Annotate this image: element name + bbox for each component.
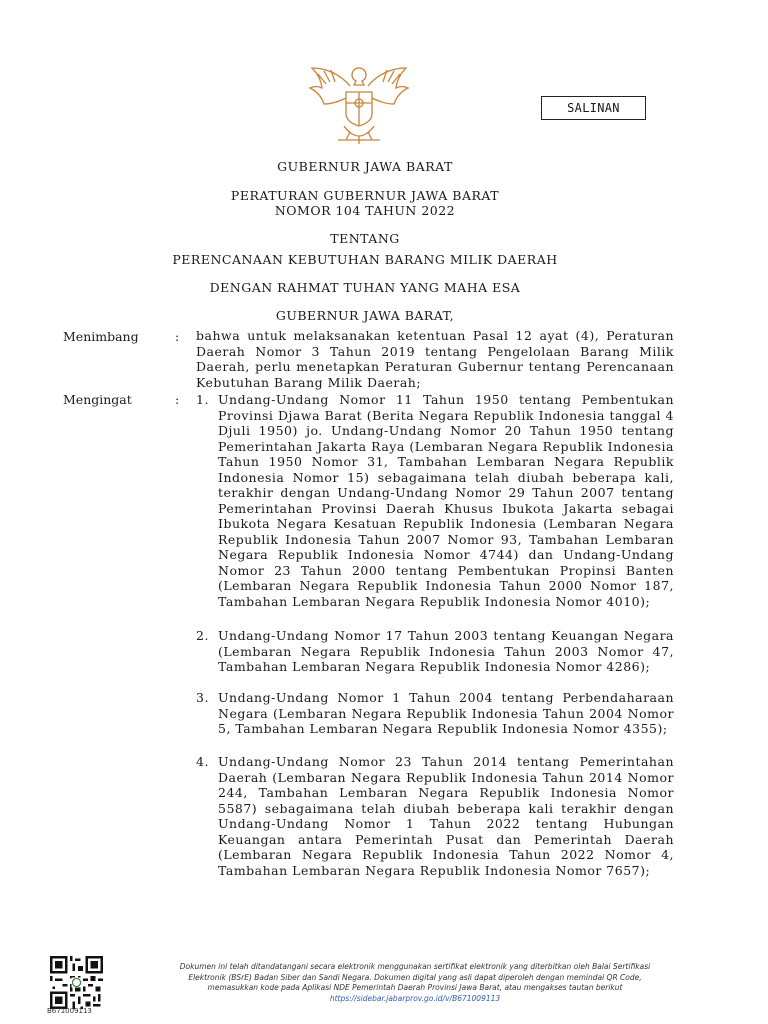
e-signature-notice (130, 962, 700, 1004)
governor-line: GUBERNUR JAWA BARAT, (275, 308, 455, 323)
mengingat-colon: : (175, 392, 180, 407)
mengingat-item-3-text: Undang-Undang Nomor 1 Tahun 2004 tentang Perbendaharaan Negara (Lembaran Negara Republik Indonesia Tahun 2004 Nomor 5, Tambahan Lembaran Negara Republik Indonesia Nomor 4355); (218, 690, 674, 736)
qr-code-icon[interactable] (50, 956, 103, 1009)
verification-link[interactable]: https://sidebar.jabarprov.go.id/v/B671009113 (329, 993, 501, 1003)
mengingat-item-4-number: 4. (196, 754, 209, 769)
regulation-title: PERATURAN GUBERNUR JAWA BARAT (230, 188, 500, 203)
mengingat-item-4-text: Undang-Undang Nomor 23 Tahun 2014 tentang Pemerintahan Daerah (Lembaran Negara Republik Indonesia Tahun 2014 Nomor 244, Tambahan Lembaran Negara Republik Indonesia Nomor 5587) sebagaimana telah diubah beberapa kali terakhir dengan Undang-Undang Nomor 1 Tahun 2022 tentang Hubungan Keuangan antara Pemerintah Pusat dan Pemerintah Daerah (Lembaran Negara Republik Indonesia Tahun 2022 Nomor 4, Tambahan Lembaran Negara Republik Indonesia Nomor 7657); (218, 754, 674, 878)
notice-line-1: Dokumen ini telah ditandatangani secara elektronik menggunakan sertifikat elektronik yang diterbitkan oleh Balai Sertifikasi (179, 962, 651, 971)
mengingat-item-1-number: 1. (196, 392, 209, 407)
regulation-subject: PERENCANAAN KEBUTUHAN BARANG MILIK DAERAH (172, 252, 558, 267)
notice-line-3: memasukkan kode pada Aplikasi NDE Pemerintah Daerah Provinsi Jawa Barat, atau mengakses tautan berikut (207, 983, 623, 992)
mengingat-item-3-number: 3. (196, 690, 209, 705)
menimbang-colon: : (175, 329, 180, 344)
mengingat-item-2-text: Undang-Undang Nomor 17 Tahun 2003 tentang Keuangan Negara (Lembaran Negara Republik Indonesia Tahun 2003 Nomor 47, Tambahan Lembaran Negara Republik Indonesia Nomor 4286); (218, 628, 674, 674)
document-code: B671009113 (47, 1007, 92, 1015)
garuda-emblem-icon (304, 62, 414, 148)
issuer-heading: GUBERNUR JAWA BARAT (277, 159, 453, 174)
regulation-number: NOMOR 104 TAHUN 2022 (274, 203, 456, 218)
menimbang-label: Menimbang (63, 329, 139, 344)
menimbang-text: bahwa untuk melaksanakan ketentuan Pasal 12 ayat (4), Peraturan Daerah Nomor 3 Tahun 2019 tentang Pengelolaan Barang Milik Daerah, perlu menetapkan Peraturan Gubernur tentang Perencanaan Kebutuhan Barang Milik Daerah; (196, 328, 674, 390)
notice-line-2: Elektronik (BSrE) Badan Siber dan Sandi Negara. Dokumen digital yang asli dapat diperoleh dengan memindai QR Code, (188, 972, 642, 982)
salinan-stamp: SALINAN (541, 96, 646, 120)
mengingat-item-1-text: Undang-Undang Nomor 11 Tahun 1950 tentang Pembentukan Provinsi Djawa Barat (Berita Negara Republik Indonesia tanggal 4 Djuli 1950) jo. Undang-Undang Nomor 20 Tahun 1950 tentang Pemerintahan Jakarta Raya (Lembaran Negara Republik Indonesia Tahun 1950 Nomor 31, Tambahan Lembaran Negara Republik Indonesia Nomor 15) sebagaimana telah diubah beberapa kali, terakhir dengan Undang-Undang Nomor 29 Tahun 2007 tentang Pemerintahan Provinsi Daerah Khusus Ibukota Jakarta sebagai Ibukota Negara Kesatuan Republik Indonesia (Lembaran Negara Republik Indonesia Tahun 2007 Nomor 93, Tambahan Lembaran Negara Republik Indonesia Nomor 4744) dan Undang-Undang Nomor 23 Tahun 2000 tentang Pembentukan Propinsi Banten (Lembaran Negara Republik Indonesia Tahun 2000 Nomor 187, Tambahan Lembaran Negara Republik Indonesia Nomor 4010); (218, 392, 674, 609)
blessing-line: DENGAN RAHMAT TUHAN YANG MAHA ESA (209, 280, 521, 295)
mengingat-item-2-number: 2. (196, 628, 209, 643)
mengingat-label: Mengingat (63, 392, 132, 407)
about-heading: TENTANG (330, 231, 400, 246)
